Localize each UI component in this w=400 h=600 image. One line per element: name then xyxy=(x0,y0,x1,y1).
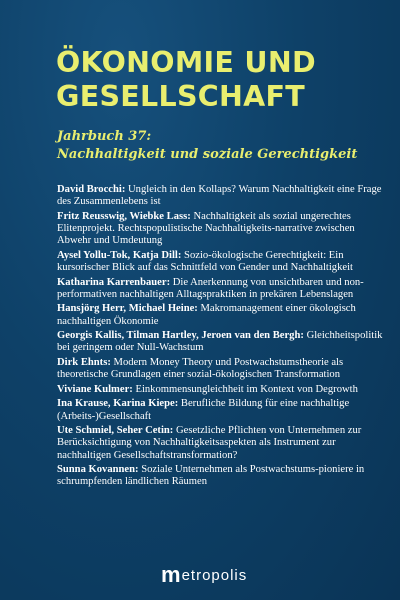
cover-title-line1: ÖKONOMIE UND xyxy=(56,46,316,79)
toc-entry-authors: Ute Schmiel, Seher Cetin: xyxy=(57,425,174,437)
toc-entry xyxy=(57,398,389,422)
toc-entry-authors: Aysel Yollu-Tok, Katja Dill: xyxy=(57,249,182,261)
toc-entry-title: Makromanagement einer ökologisch nachhaltigen Ökonomie xyxy=(57,303,356,327)
cover-title xyxy=(56,46,376,114)
toc-entry-authors: Viviane Kulmer: xyxy=(57,383,133,395)
toc-entry-title: Berufliche Bildung für eine nachhaltige (Arbeits-)Gesellschaft xyxy=(57,398,350,422)
toc-entry xyxy=(57,277,389,301)
subtitle-line2: Nachhaltigkeit und soziale Gerechtigkeit xyxy=(57,147,358,162)
toc-entry-authors: Ina Krause, Karina Kiepe: xyxy=(57,398,179,410)
cover-title-line2: GESELLSCHAFT xyxy=(56,80,306,113)
toc-entry-authors: Dirk Ehnts: xyxy=(57,356,111,368)
toc-entry-authors: David Brocchi: xyxy=(57,184,126,195)
toc-entry-authors: Fritz Reusswig, Wiebke Lass: xyxy=(57,210,191,222)
toc-entry-title: Gesetzliche Pflichten von Unternehmen zur Berücksichtigung von Nachhaltigkeitsaspekten als Instrument zur nachhaltigen Gesellschaftstransformation? xyxy=(57,425,362,461)
toc-entry xyxy=(57,184,389,208)
subtitle-line1: Jahrbuch 37: xyxy=(57,129,152,144)
toc-entry-authors: Georgis Kallis, Tilman Hartley, Jeroen van den Bergh: xyxy=(57,330,304,342)
cover-subtitle xyxy=(57,128,387,164)
publisher-name: etropolis xyxy=(181,566,248,584)
table-of-contents xyxy=(57,184,389,491)
toc-entry xyxy=(57,303,389,327)
toc-entry xyxy=(57,384,389,396)
publisher-logo xyxy=(161,563,247,587)
toc-entry-title: Modern Money Theory und Postwachstumstheorie als theoretische Grundlagen einer sozial-ökologischen Transformation xyxy=(57,356,344,381)
toc-entry-title: Gleichheitspolitik bei geringem oder Null-Wachstum xyxy=(57,330,383,354)
toc-entry xyxy=(57,425,389,462)
toc-entry-title: Soziale Unternehmen als Postwachstums-pioniere in schrumpfenden ländlichen Räumen xyxy=(57,464,365,488)
toc-entry xyxy=(57,250,389,274)
toc-entry-authors: Katharina Karrenbauer: xyxy=(57,276,171,288)
toc-entry-title: Einkommensungleichheit im Kontext von Degrowth xyxy=(135,383,358,395)
toc-entry-title: Nachhaltigkeit als sozial ungerechtes Elitenprojekt. Rechtspopulistische Nachhaltigkeits-narrative zwischen Abwehr und Umdeutung xyxy=(57,210,355,247)
publisher-mark: m xyxy=(161,562,181,587)
toc-entry-authors: Hansjörg Herr, Michael Heine: xyxy=(57,303,198,315)
toc-entry xyxy=(57,211,389,248)
toc-entry-authors: Sunna Kovannen: xyxy=(57,464,139,476)
toc-entry xyxy=(57,330,389,354)
toc-entry-title: Ungleich in den Kollaps? Warum Nachhaltigkeit eine Frage des Zusammenlebens ist xyxy=(57,184,382,208)
toc-entry xyxy=(57,464,389,488)
toc-entry-title: Die Anerkennung von unsichtbaren und non-performativen nachhaltigen Alltagspraktiken in prekären Lebenslagen xyxy=(57,276,364,300)
toc-entry-title: Sozio-ökologische Gerechtigkeit: Ein kursorischer Blick auf das Schnittfeld von Gender und Nachhaltigkeit xyxy=(57,249,353,273)
toc-entry xyxy=(57,357,389,381)
